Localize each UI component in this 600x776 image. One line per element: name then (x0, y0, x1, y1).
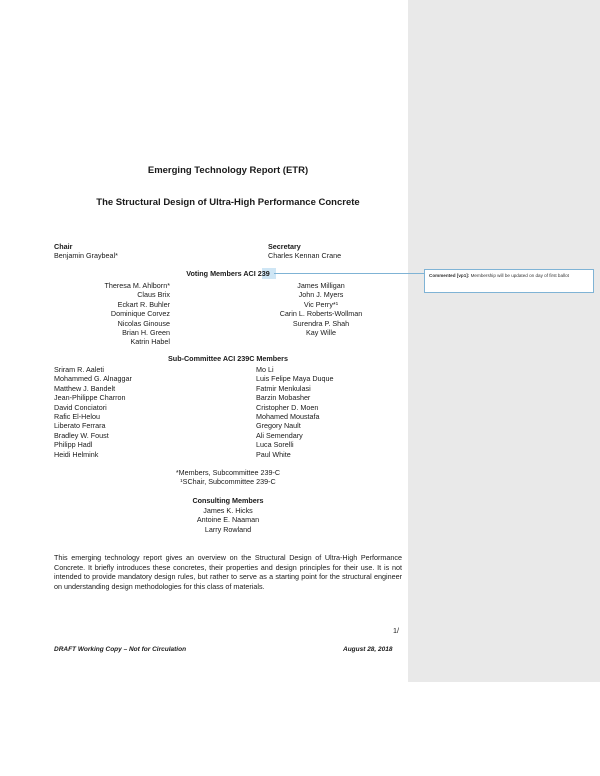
member-name: Katrin Habel (130, 337, 170, 347)
member-name: Claus Brix (137, 290, 170, 300)
member-name: Cristopher D. Moen (256, 402, 319, 412)
member-name: Ali Semendary (256, 430, 303, 440)
voting-members-left-list (90, 281, 170, 347)
member-name: Liberato Ferrara (54, 421, 106, 431)
member-name: Vic Perry*¹ (303, 299, 339, 309)
member-name: Nicolas Ginouse (117, 318, 170, 328)
secretary-name: Charles Kennan Crane (268, 251, 342, 260)
member-name: Philipp Hadl (54, 440, 93, 450)
member-name: Eckart R. Buhler (117, 299, 170, 309)
members-footnote: *Members, Subcommittee 239-C (175, 468, 281, 477)
footer-draft-notice: DRAFT Working Copy – Not for Circulation (54, 646, 187, 653)
comment-balloon[interactable] (424, 269, 594, 293)
member-name: Kay Wille (306, 328, 336, 338)
chair-name: Benjamin Graybeal* (54, 251, 118, 260)
intro-paragraph: This emerging technology report gives an overview on the Structural Design of Ultra-High Performance Concrete. It briefly introduces these concretes, their properties and design principles for their use. It is not intended to provide mandatory design rules, but rather to serve as a starting point for the structural engineer on understanding design methodologies for this class of materials. (54, 553, 402, 591)
member-name: Brian H. Green (122, 328, 170, 338)
member-name: Dominique Corvez (110, 309, 170, 319)
chair-label: Chair (54, 242, 73, 251)
member-name: Theresa M. Ahlborn* (104, 281, 170, 290)
member-name: Paul White (256, 449, 291, 459)
report-title: The Structural Design of Ultra-High Performance Concrete (96, 197, 360, 208)
subcommittee-left-list (54, 365, 132, 459)
subcommittee-right-list (256, 365, 334, 459)
consulting-members-list (0, 506, 456, 534)
member-name: Antoine E. Naaman (196, 515, 260, 525)
member-name: Luis Felipe Maya Duque (256, 374, 334, 384)
voting-members-heading: Voting Members ACI 239 (186, 269, 270, 278)
member-name: Mo Li (256, 365, 274, 374)
member-name: James K. Hicks (203, 506, 253, 515)
member-name: Jean-Philippe Charron (54, 393, 126, 403)
member-name: Sriram R. Aaleti (54, 365, 104, 374)
secretary-label: Secretary (268, 242, 301, 251)
comment-text: Membership will be updated on day of first ballot (470, 273, 569, 278)
member-name: Barzin Mobasher (256, 393, 311, 403)
member-name: Matthew J. Bandelt (54, 383, 116, 393)
page-number: 1/ (393, 626, 399, 635)
comment-pane (408, 0, 600, 682)
member-name: Mohamed Moustafa (256, 412, 320, 422)
member-name: Heidi Helmink (54, 449, 99, 459)
subcommittee-heading: Sub-Committee ACI 239C Members (168, 354, 288, 363)
member-name: Fatmir Menkulasi (256, 383, 311, 393)
member-name: Mohammed G. Alnaggar (54, 374, 132, 384)
member-name: Luca Sorelli (256, 440, 294, 450)
member-name: Bradley W. Foust (54, 430, 109, 440)
member-name: Rafic El-Helou (54, 412, 100, 422)
comment-connector-line (274, 273, 424, 274)
member-name: Carin L. Roberts-Wollman (279, 309, 363, 319)
consulting-members-heading: Consulting Members (192, 496, 264, 505)
member-name: Gregory Nault (256, 421, 301, 431)
member-name: David Conciatori (54, 402, 107, 412)
page-gap (0, 682, 600, 776)
voting-members-right-list (270, 281, 372, 337)
member-name: John J. Myers (298, 290, 344, 300)
comment-label: Commented [vp1]: (429, 273, 470, 278)
report-type-title: Emerging Technology Report (ETR) (147, 165, 309, 176)
chair-footnote: ¹SChair, Subcommittee 239-C (180, 477, 276, 486)
footer-date: August 28, 2018 (343, 646, 393, 653)
member-name: James Milligan (297, 281, 345, 290)
member-name: Surendra P. Shah (292, 318, 350, 328)
member-name: Larry Rowland (204, 524, 252, 534)
